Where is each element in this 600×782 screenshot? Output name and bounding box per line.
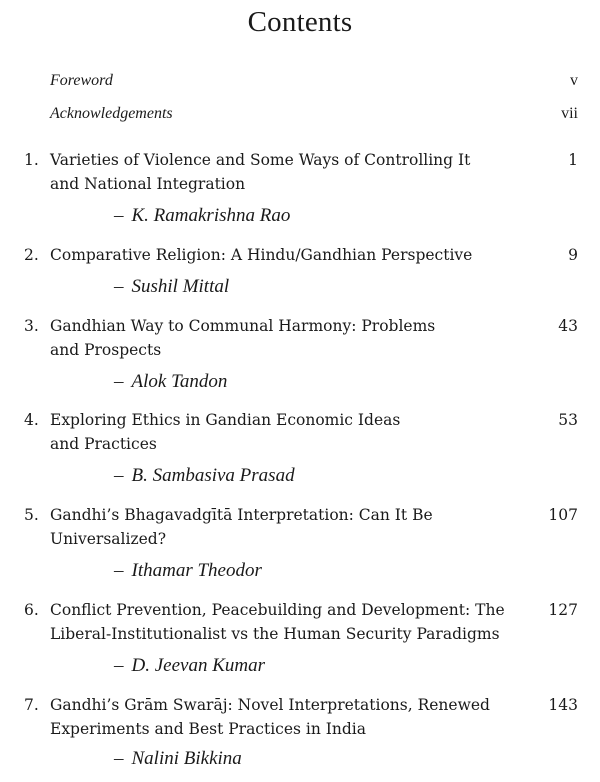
entry-title-line-2: and National Integration <box>50 175 246 193</box>
entry-number: 5. <box>24 506 39 524</box>
author-dash: – <box>114 465 124 486</box>
entry-title-line-2: Liberal-Institutionalist vs the Human Security Paradigms <box>50 625 500 643</box>
author-name: Sushil Mittal <box>131 276 230 297</box>
entry-number: 3. <box>24 317 39 335</box>
author-dash: – <box>114 560 124 581</box>
entry-title <box>50 598 550 646</box>
entry-number: 6. <box>24 601 39 619</box>
entry-author <box>114 370 227 394</box>
entry-title <box>50 314 530 362</box>
entry-title-line-2: and Prospects <box>50 341 162 359</box>
entry-title <box>50 408 530 456</box>
author-dash: – <box>114 655 124 676</box>
entry-title-line-1: Gandhian Way to Communal Harmony: Problems <box>50 317 436 335</box>
entry-title-line-2: Experiments and Best Practices in India <box>50 720 367 738</box>
entry-page: 43 <box>558 317 578 335</box>
entry-number: 1. <box>24 151 39 169</box>
entry-number: 4. <box>24 411 39 429</box>
entry-page: 9 <box>568 246 578 264</box>
author-name: Alok Tandon <box>131 371 228 392</box>
entry-title-line-1: Comparative Religion: A Hindu/Gandhian Perspective <box>50 246 473 264</box>
author-name: Ithamar Theodor <box>131 560 262 581</box>
entry-page: 143 <box>548 696 578 714</box>
author-name: B. Sambasiva Prasad <box>131 465 295 486</box>
entry-title-line-1: Conflict Prevention, Peacebuilding and Development: The <box>50 601 505 619</box>
author-dash: – <box>114 205 124 226</box>
author-dash: – <box>114 276 124 297</box>
entry-author <box>114 654 265 678</box>
foreword-page: v <box>570 72 578 89</box>
author-dash: – <box>114 748 124 769</box>
acknowledgements-page: vii <box>561 105 578 122</box>
entry-author <box>114 275 229 299</box>
entry-number: 2. <box>24 246 39 264</box>
entry-author <box>114 747 242 771</box>
author-name: D. Jeevan Kumar <box>131 655 265 676</box>
author-dash: – <box>114 371 124 392</box>
entry-title <box>50 243 530 267</box>
acknowledgements-label: Acknowledgements <box>50 105 173 122</box>
entry-title <box>50 693 530 741</box>
entry-title-line-2: Universalized? <box>50 530 167 548</box>
foreword-label: Foreword <box>50 72 113 89</box>
author-name: K. Ramakrishna Rao <box>131 205 291 226</box>
entry-author <box>114 204 290 228</box>
entry-title-line-1: Gandhi’s Bhagavadgītā Interpretation: Can It Be <box>50 506 433 524</box>
entry-author <box>114 559 262 583</box>
page-title: Contents <box>247 6 353 38</box>
author-name: Nalini Bikkina <box>131 748 242 769</box>
entry-title <box>50 148 530 196</box>
entry-title-line-1: Exploring Ethics in Gandian Economic Ideas <box>50 411 401 429</box>
entry-title-line-2: and Practices <box>50 435 157 453</box>
entry-page: 107 <box>548 506 578 524</box>
entry-page: 127 <box>548 601 578 619</box>
entry-number: 7. <box>24 696 39 714</box>
entry-author <box>114 464 295 488</box>
entry-title <box>50 503 530 551</box>
entry-title-line-1: Gandhi’s Grām Swarāj: Novel Interpretations, Renewed <box>50 696 490 714</box>
entry-page: 53 <box>558 411 578 429</box>
entry-page: 1 <box>568 151 578 169</box>
entry-title-line-1: Varieties of Violence and Some Ways of Controlling It <box>50 151 471 169</box>
